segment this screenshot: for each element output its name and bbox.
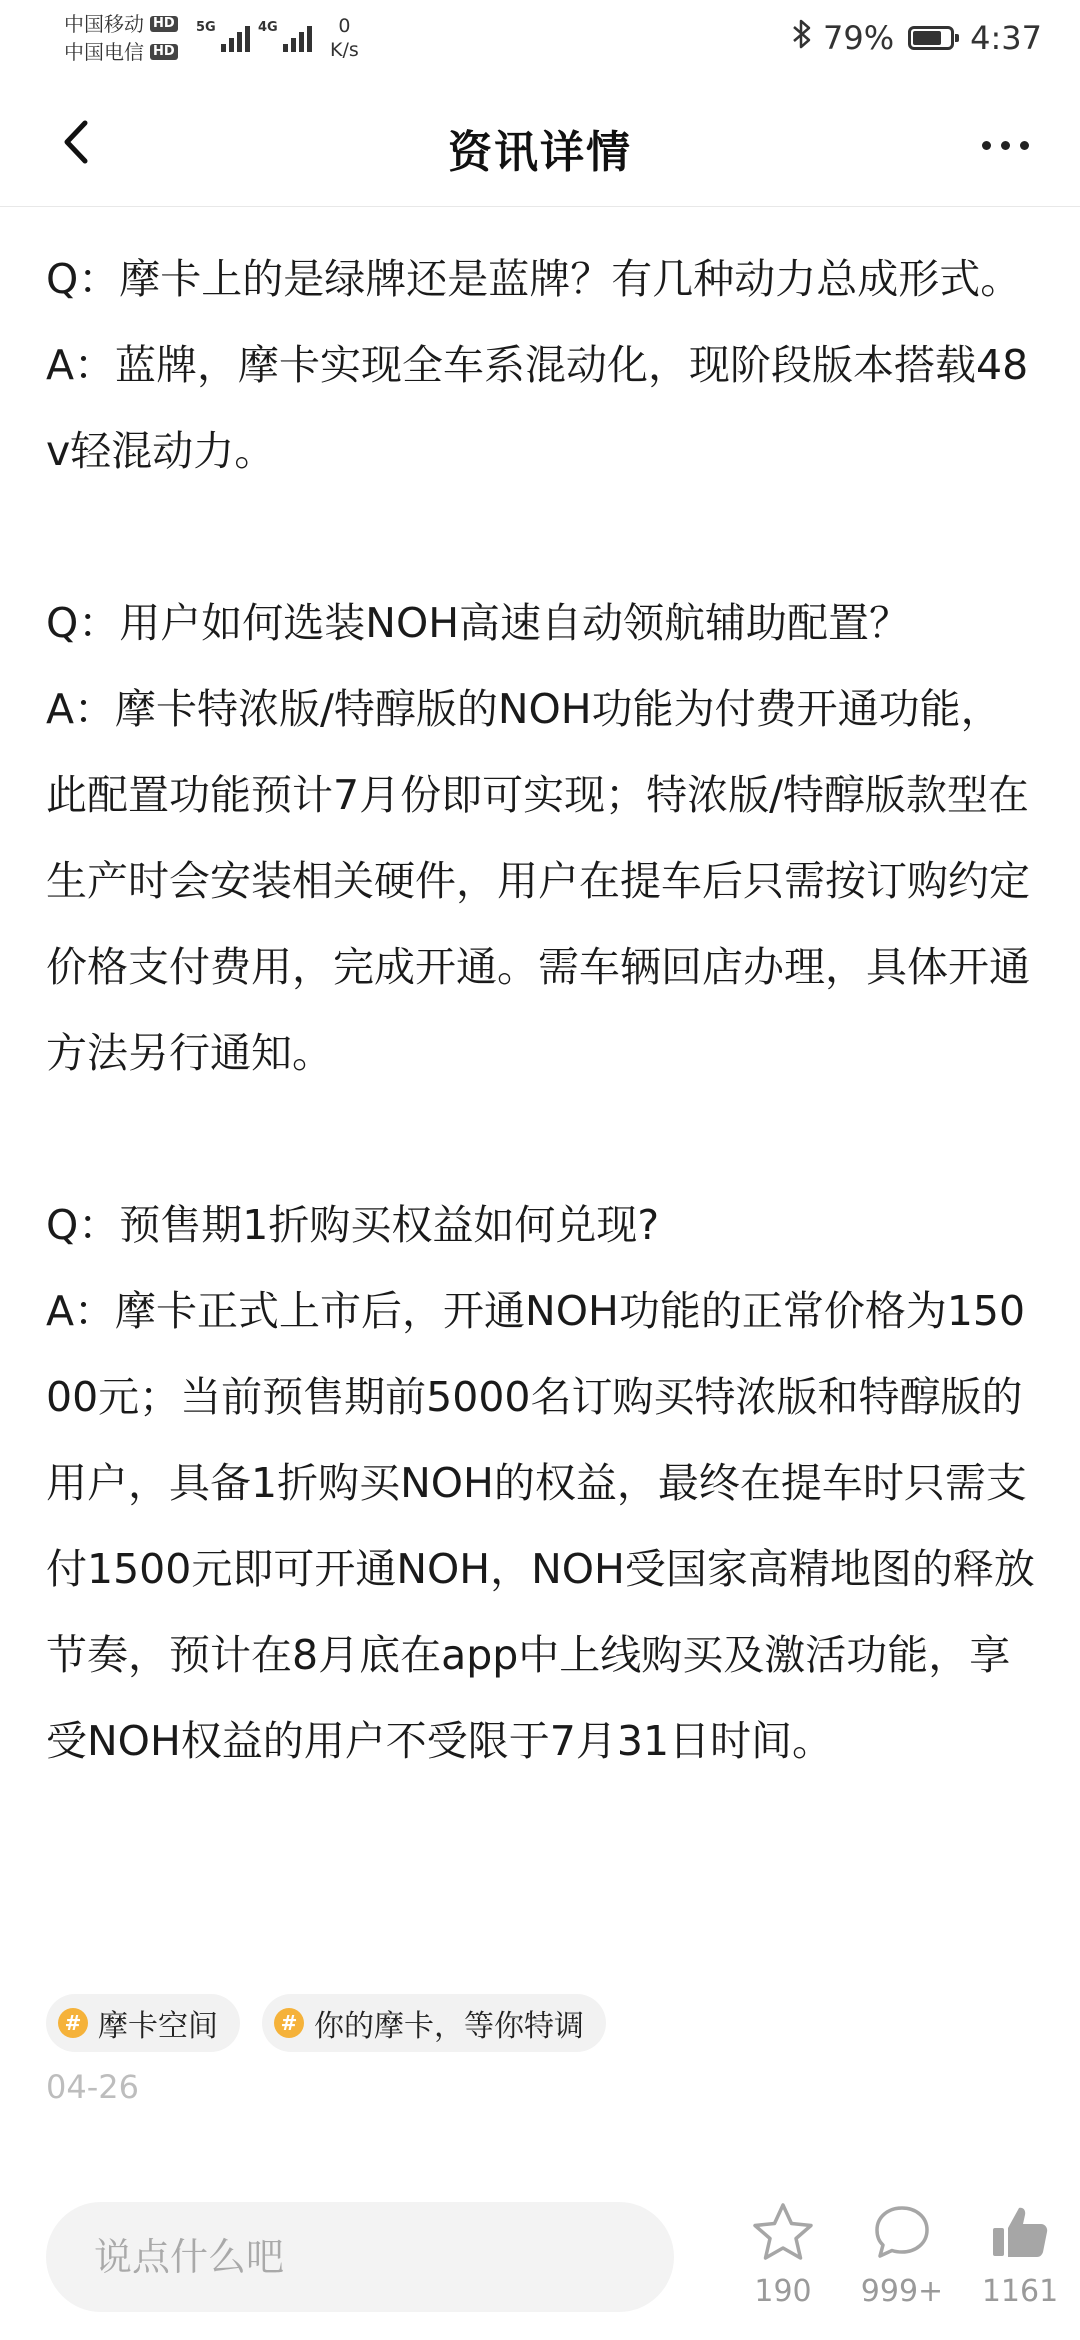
status-bar	[0, 0, 1080, 80]
tag-label: 摩卡空间	[98, 2009, 218, 2044]
publish-date: 04-26	[46, 2068, 139, 2106]
thumbs-up-icon	[987, 2200, 1053, 2266]
tag-label: 你的摩卡，等你特调	[314, 2009, 584, 2044]
topic-tag[interactable]	[46, 1994, 240, 2052]
like-button[interactable]	[970, 2200, 1070, 2309]
hashtag-icon: #	[58, 2008, 88, 2038]
battery-percent: 79%	[823, 19, 895, 57]
hd-badge-2: HD	[150, 44, 178, 60]
like-count: 1161	[981, 2274, 1059, 2309]
more-dots-icon	[982, 141, 991, 150]
article-paragraph: A：摩卡正式上市后，开通NOH功能的正常价格为15000元；当前预售期前5000名订购买特浓版和特醇版的用户，具备1折购买NOH的权益，最终在提车时只需支付1500元即可开通NOH，NOH受国家高精地图的释放节奏，预计在8月底在app中上线购买及激活功能，享受NOH权益的用户不受限于7月31日时间。	[46, 1287, 1035, 1765]
network-type-1: 5G	[196, 20, 216, 35]
carrier-info	[64, 10, 178, 66]
carrier-2: 中国电信	[64, 40, 144, 64]
more-dots-icon	[1020, 141, 1029, 150]
signal-strength-icon	[196, 20, 250, 52]
bluetooth-icon	[791, 18, 813, 58]
article-paragraph: A：蓝牌，摩卡实现全车系混动化，现阶段版本搭载48v轻混动力。	[46, 341, 1029, 475]
topic-tags	[46, 1994, 606, 2052]
battery-icon	[908, 26, 954, 50]
hd-badge-1: HD	[150, 16, 178, 32]
favorite-button[interactable]	[733, 2200, 833, 2309]
comment-bubble-icon	[869, 2200, 935, 2266]
comment-input[interactable]	[46, 2202, 674, 2312]
page-title: 资讯详情	[448, 127, 632, 178]
star-icon	[750, 2200, 816, 2266]
article-paragraph: Q：摩卡上的是绿牌还是蓝牌？有几种动力总成形式。	[46, 255, 1022, 303]
comment-count: 999+	[860, 2274, 944, 2309]
net-speed	[330, 14, 359, 62]
net-speed-unit: K/s	[330, 39, 359, 61]
comment-button[interactable]	[852, 2200, 952, 2309]
topic-tag[interactable]	[262, 1994, 606, 2052]
carrier-1: 中国移动	[64, 12, 144, 36]
status-right	[791, 18, 1042, 58]
app-header	[0, 80, 1080, 207]
more-dots-icon	[1001, 141, 1010, 150]
clock: 4:37	[970, 19, 1042, 57]
bottom-action-bar	[0, 2180, 1080, 2340]
article-paragraph: Q：用户如何选装NOH高速自动领航辅助配置？	[46, 599, 911, 647]
network-type-2: 4G	[258, 20, 278, 35]
signal-strength-icon	[258, 20, 312, 52]
article-paragraph: Q：预售期1折购买权益如何兑现?	[46, 1201, 660, 1249]
hashtag-icon: #	[274, 2008, 304, 2038]
article-body	[46, 236, 1038, 1784]
favorite-count: 190	[754, 2274, 812, 2309]
net-speed-value: 0	[338, 15, 351, 37]
more-options-button[interactable]	[970, 120, 1040, 170]
article-paragraph: A：摩卡特浓版/特醇版的NOH功能为付费开通功能，此配置功能预计7月份即可实现；特浓版/特醇版款型在生产时会安装相关硬件，用户在提车后只需按订购约定价格支付费用，完成开通。需车辆回店办理，具体开通方法另行通知。	[46, 685, 1030, 1077]
